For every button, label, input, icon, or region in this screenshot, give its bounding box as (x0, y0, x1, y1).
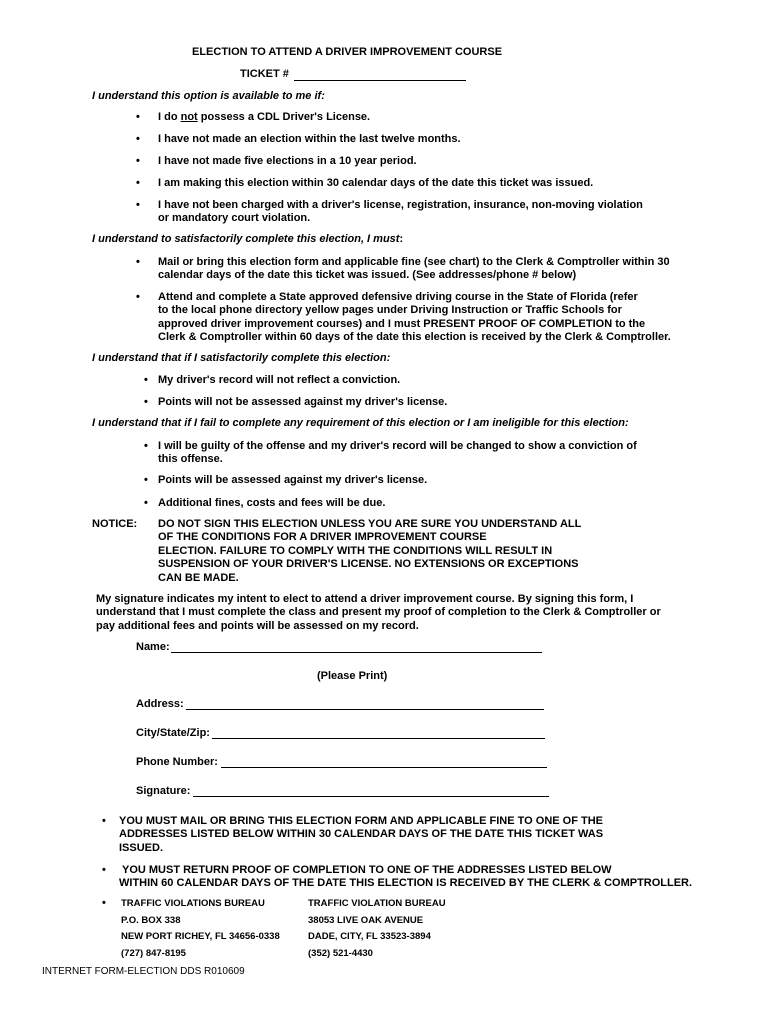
instruction-text: YOU MUST MAIL OR BRING THIS ELECTION FORM AND APPLICABLE FINE TO ONE OF THE (119, 815, 604, 827)
notice-text: DO NOT SIGN THIS ELECTION UNLESS YOU ARE SURE YOU UNDERSTAND ALL (158, 518, 582, 530)
ticket-label: TICKET # (240, 68, 289, 80)
ticket-number-field[interactable] (294, 80, 466, 81)
list-item: Points will be assessed against my driver's license. (158, 474, 428, 486)
section-heading-fail: I understand that if I fail to complete any requirement of this election or I am ineligible for this election: (92, 417, 629, 429)
bullet-icon: • (136, 133, 140, 145)
signature-field[interactable] (193, 796, 549, 797)
name-label: Name: (136, 641, 170, 653)
list-item: Clerk & Comptroller within 60 days of the date this election is received by the Clerk & Comptroller. (158, 331, 671, 343)
instruction-text: YOU MUST RETURN PROOF OF COMPLETION TO ONE OF THE ADDRESSES LISTED BELOW (122, 864, 612, 876)
address-line: (727) 847-8195 (121, 947, 186, 959)
bullet-icon: • (144, 374, 148, 386)
bullet-icon: • (136, 199, 140, 211)
address-line: 38053 LIVE OAK AVENUE (308, 914, 424, 926)
list-item: to the local phone directory yellow pages under Driving Instruction or Traffic Schools for (158, 304, 622, 316)
notice-text: CAN BE MADE. (158, 572, 239, 584)
address-line: (352) 521-4430 (308, 947, 373, 959)
list-item: My driver's record will not reflect a conviction. (158, 374, 401, 386)
bullet-icon: • (102, 815, 106, 827)
address-line: DADE, CITY, FL 33523-3894 (308, 931, 431, 942)
signature-statement: pay additional fees and points will be assessed on my record. (96, 620, 419, 632)
bullet-icon: • (144, 497, 148, 509)
list-item: Attend and complete a State approved defensive driving course in the State of Florida (refer (158, 291, 638, 303)
address-label: Address: (136, 698, 184, 710)
section-heading-complete: I understand that if I satisfactorily complete this election: (92, 352, 391, 364)
signature-statement: understand that I must complete the class and present my proof of completion to the Clerk & Comptroller or (96, 606, 661, 618)
name-field[interactable] (171, 652, 542, 653)
bullet-icon: • (144, 440, 148, 452)
notice-text: OF THE CONDITIONS FOR A DRIVER IMPROVEMENT COURSE (158, 531, 487, 543)
address-field[interactable] (186, 709, 544, 710)
list-item: I have not made five elections in a 10 year period. (158, 155, 417, 167)
instruction-text: ADDRESSES LISTED BELOW WITHIN 30 CALENDAR DAYS OF THE DATE THIS TICKET WAS (119, 828, 604, 840)
bullet-icon: • (144, 474, 148, 486)
instruction-text: ISSUED. (119, 842, 164, 854)
list-item: I will be guilty of the offense and my driver's record will be changed to show a conviction of (158, 440, 637, 452)
bullet-icon: • (136, 256, 140, 268)
page-title: ELECTION TO ATTEND A DRIVER IMPROVEMENT COURSE (192, 46, 503, 58)
signature-statement: My signature indicates my intent to elect to attend a driver improvement course. By signing this form, I (96, 593, 634, 605)
phone-field[interactable] (221, 767, 547, 768)
city-state-zip-field[interactable] (212, 738, 545, 739)
bullet-icon: • (136, 291, 140, 303)
instruction-text: WITHIN 60 CALENDAR DAYS OF THE DATE THIS ELECTION IS RECEIVED BY THE CLERK & COMPTROLLER. (119, 877, 693, 889)
bullet-icon: • (102, 897, 106, 909)
list-item: Points will not be assessed against my driver's license. (158, 396, 448, 408)
bullet-icon: • (102, 864, 106, 876)
list-item: Mail or bring this election form and applicable fine (see chart) to the Clerk & Comptroller within 30 (158, 256, 670, 268)
notice-text: SUSPENSION OF YOUR DRIVER'S LICENSE. NO EXTENSIONS OR EXCEPTIONS (158, 558, 579, 570)
address-right (308, 896, 446, 962)
signature-label: Signature: (136, 785, 191, 797)
notice-text: ELECTION. FAILURE TO COMPLY WITH THE CONDITIONS WILL RESULT IN (158, 545, 553, 557)
address-line: TRAFFIC VIOLATION BUREAU (308, 898, 446, 909)
list-item: or mandatory court violation. (158, 212, 311, 224)
list-item: I do not possess a CDL Driver's License. (158, 111, 371, 123)
section-heading-eligibility: I understand this option is available to me if: (92, 90, 325, 102)
phone-label: Phone Number: (136, 756, 218, 768)
address-line: NEW PORT RICHEY, FL 34656-0338 (121, 931, 280, 942)
list-item: this offense. (158, 453, 223, 465)
address-left (121, 896, 280, 962)
city-state-zip-label: City/State/Zip: (136, 727, 210, 739)
form-id-footer: INTERNET FORM-ELECTION DDS R010609 (42, 966, 245, 977)
notice-label: NOTICE: (92, 518, 138, 530)
list-item: I have not made an election within the last twelve months. (158, 133, 461, 145)
bullet-icon: • (136, 111, 140, 123)
bullet-icon: • (136, 177, 140, 189)
address-line: P.O. BOX 338 (121, 914, 181, 926)
bullet-icon: • (144, 396, 148, 408)
list-item: calendar days of the date this ticket was issued. (See addresses/phone # below) (158, 269, 577, 281)
list-item: I am making this election within 30 calendar days of the date this ticket was issued. (158, 177, 594, 189)
please-print-note: (Please Print) (317, 670, 388, 682)
bullet-icon: • (136, 155, 140, 167)
section-heading-requirements: I understand to satisfactorily complete this election, I must: (92, 233, 404, 245)
list-item: Additional fines, costs and fees will be due. (158, 497, 386, 509)
list-item: approved driver improvement courses) and I must PRESENT PROOF OF COMPLETION to the (158, 318, 646, 330)
list-item: I have not been charged with a driver's license, registration, insurance, non-moving violation (158, 199, 643, 211)
address-line: TRAFFIC VIOLATIONS BUREAU (121, 898, 265, 909)
